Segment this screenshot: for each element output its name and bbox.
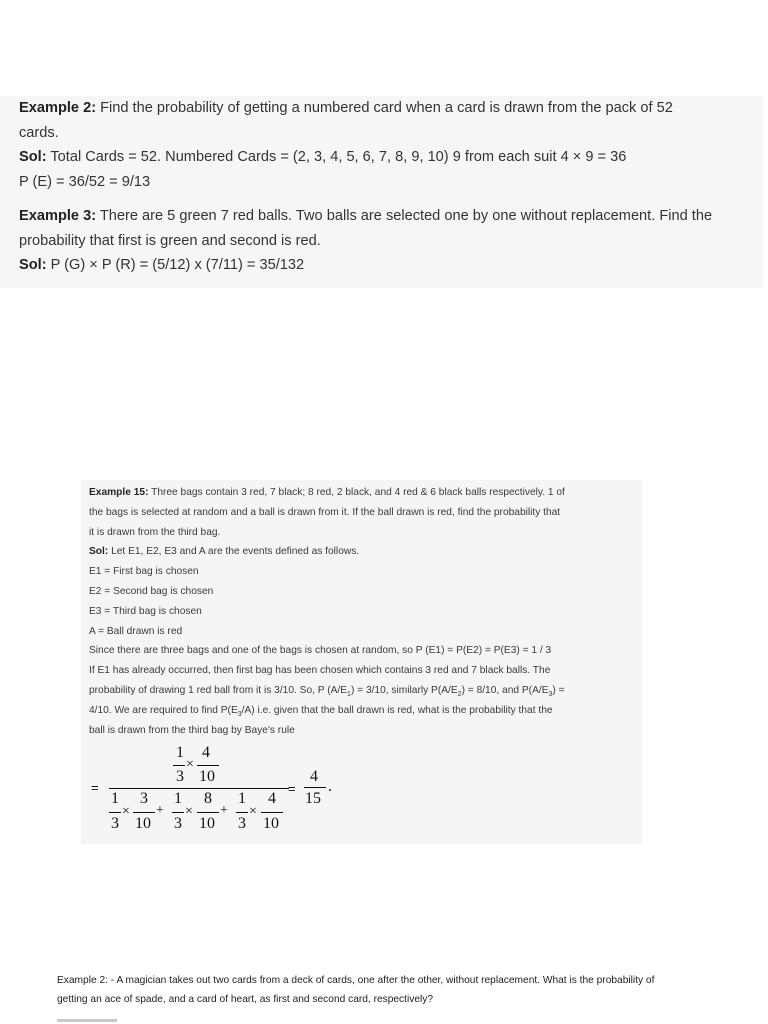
text-probability: probability of drawing 1 red ball from it is 3/10. So, P $(A/E_1) = 3/10$, similarly $P(A/E_2) = 8/10$, and $P(A/E_3)$ = [89, 684, 565, 698]
text-bayes: ball is drawn from the third bag by Baye's rule [89, 724, 295, 736]
example-15-question-cont: the bags is selected at random and a ball is drawn from it. If the ball drawn is red, find the probability that [89, 506, 561, 518]
result-denominator: 15 [305, 790, 321, 807]
sol-label: Sol: [89, 546, 109, 558]
example-2-solution: Sol: Total Cards = 52. Numbered Cards = (2, 3, 4, 5, 6, 7, 8, 9, 10) 9 from each suit 4 × 9 = 36 [19, 149, 627, 165]
example-2-label: Example 2: [19, 100, 97, 116]
example-2-magician-block [57, 971, 757, 1009]
formula-equals: = [91, 780, 99, 795]
example-2-result: P (E) = 36/52 = 9/13 [19, 173, 151, 190]
sol-label: Sol: [19, 149, 47, 165]
example-2-question: Example 2: Find the probability of getting a numbered card when a card is drawn from the pack of 52 [19, 100, 673, 116]
example-3-question-cont: probability that first is green and second is red. [19, 232, 321, 249]
event-e3: E3 = Third bag is chosen [89, 605, 202, 617]
text-required: 4/10. We are required to find $P(E_3/A)$ i.e. given that the ball drawn is red, what is the probability that the [89, 704, 553, 718]
event-a: A = Ball drawn is red [89, 625, 183, 637]
example-15-solution: Sol: Let E1, E2, E3 and A are the events defined as follows. [89, 546, 360, 558]
example-3-question: Example 3: There are 5 green 7 red balls. Two balls are selected one by one without replacement. Find the [19, 208, 713, 224]
bayes-formula: = 1 4 × 3 10 1 3 × 3 10 + 1 3 × 8 10 + 1 3 × 4 10 = 4 15 . [91, 744, 332, 832]
example-3-label: Example 3: [19, 208, 97, 224]
example-15-label: Example 15: [89, 487, 149, 498]
text-since: Since there are three bags and one of the bags is chosen at random, so P (E1) = P(E2) = P(E3) = 1 / 3 [89, 645, 552, 657]
magician-question: Example 2: - A magician takes out two cards from a deck of cards, one after the other, without replacement. What is the probability of [57, 975, 655, 986]
example-block-top [0, 96, 763, 288]
example-2-question-cont: cards. [19, 124, 59, 141]
cut-off-text [57, 1019, 117, 1022]
example-15-block [81, 480, 642, 844]
sol-label: Sol: [19, 257, 47, 273]
example-15-question: Example 15: Three bags contain 3 red, 7 black; 8 red, 2 black, and 4 red & 6 black balls respectively. 1 of [89, 487, 565, 498]
text-if: If E1 has already occurred, then first bag has been chosen which contains 3 red and 7 black balls. The [89, 665, 551, 677]
result-numerator: 4 [310, 768, 318, 785]
magician-question-cont: getting an ace of spade, and a card of heart, as first and second card, respectively? [57, 994, 434, 1005]
event-e1: E1 = First bag is chosen [89, 566, 199, 578]
example-15-question-cont: it is drawn from the third bag. [89, 526, 221, 538]
event-e2: E2 = Second bag is chosen [89, 585, 214, 597]
example-3-solution: Sol: P (G) × P (R) = (5/12) x (7/11) = 35/132 [19, 257, 305, 273]
